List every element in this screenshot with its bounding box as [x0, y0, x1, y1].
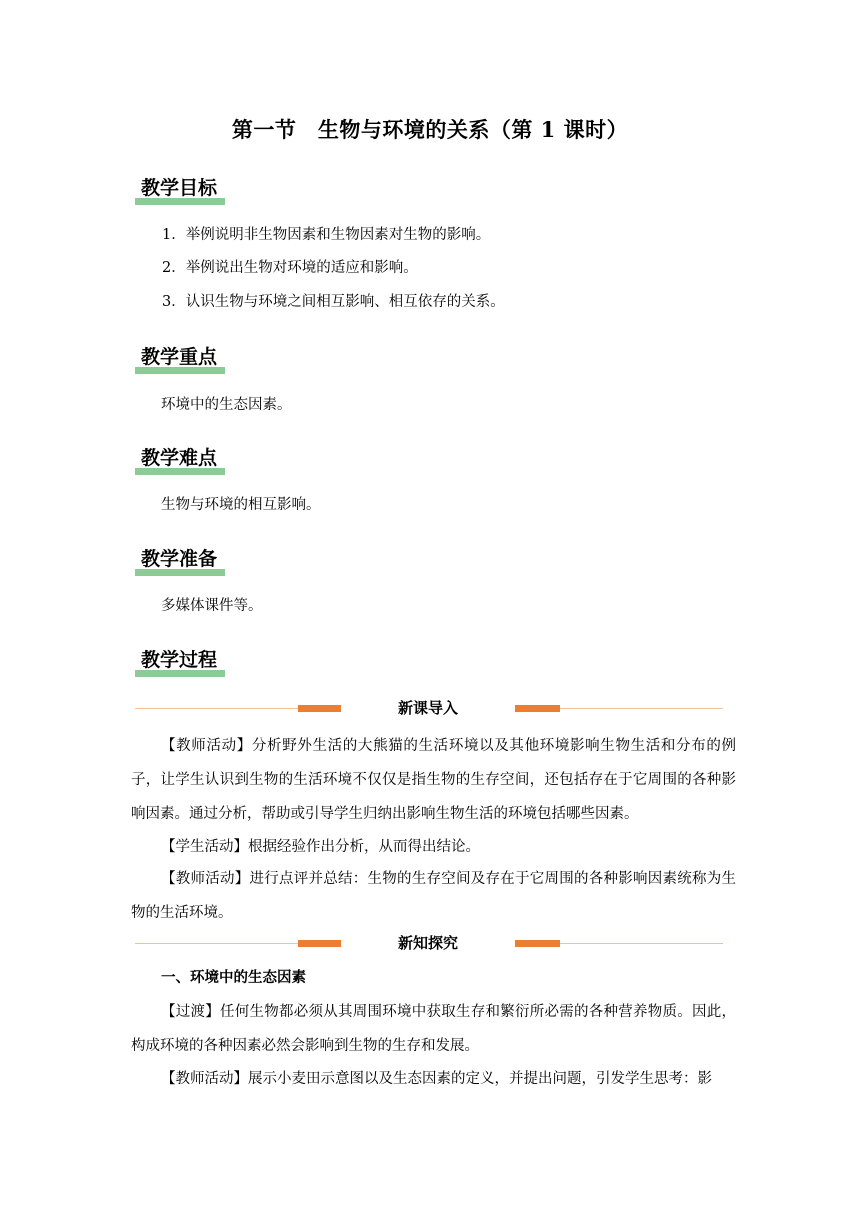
section-heading-key-point [135, 344, 217, 374]
divider-thin-line-right [560, 708, 723, 709]
page-title: 第一节 生物与环境的关系（第 1 课时） [231, 117, 629, 142]
divider-thin-line-left [135, 943, 298, 944]
section-heading-text: 教学过程 [141, 649, 218, 671]
explore-paragraph-transition: 【过渡】任何生物都必须从其周围环境中获取生存和繁衍所必需的各种营养物质。因此，构成环境的各种因素必然会影响到生物的生存和发展。 [131, 1004, 736, 1054]
divider-accent-right [515, 705, 560, 712]
divider-accent-right [515, 940, 560, 947]
objective-item-2: 2．举例说出生物对环境的适应和影响。 [162, 260, 418, 276]
divider-label: 新知探究 [397, 934, 458, 952]
objective-item-1: 1．举例说明非生物因素和生物因素对生物的影响。 [162, 227, 491, 243]
explore-paragraph-teacher: 【教师活动】展示小麦田示意图以及生态因素的定义，并提出问题，引发学生思考：影 [161, 1071, 712, 1087]
divider-new-knowledge-explore [135, 932, 725, 956]
divider-new-lesson-intro [135, 697, 725, 721]
divider-label: 新课导入 [397, 699, 458, 717]
intro-paragraph-student: 【学生活动】根据经验作出分析，从而得出结论。 [161, 839, 480, 855]
divider-accent-left [298, 940, 341, 947]
key-point-text: 环境中的生态因素。 [161, 397, 292, 413]
intro-paragraph-teacher-2: 【教师活动】进行点评并总结：生物的生存空间及存在于它周围的各种影响因素统称为生物的生活环境。 [131, 871, 736, 921]
objective-item-3: 3．认识生物与环境之间相互影响、相互依存的关系。 [162, 294, 505, 310]
preparation-text: 多媒体课件等。 [161, 598, 263, 614]
section-heading-process [135, 647, 217, 677]
section-heading-objectives [135, 175, 217, 205]
section-heading-text: 教学目标 [141, 177, 218, 199]
section-heading-text: 教学难点 [141, 447, 218, 469]
section-heading-difficulty [135, 445, 217, 475]
section-heading-text: 教学准备 [141, 548, 218, 570]
divider-thin-line-left [135, 708, 298, 709]
subsection-heading: 一、环境中的生态因素 [161, 969, 306, 986]
section-heading-text: 教学重点 [141, 346, 218, 368]
divider-thin-line-right [560, 943, 723, 944]
section-heading-preparation [135, 546, 217, 576]
intro-paragraph-teacher-1: 【教师活动】分析野外生活的大熊猫的生活环境以及其他环境影响生物生活和分布的例子，让学生认识到生物的生活环境不仅仅是指生物的生存空间，还包括存在于它周围的各种影响因素。通过分析，帮助或引导学生归纳出影响生物生活的环境包括哪些因素。 [131, 738, 736, 822]
difficulty-text: 生物与环境的相互影响。 [161, 497, 321, 513]
divider-accent-left [298, 705, 341, 712]
